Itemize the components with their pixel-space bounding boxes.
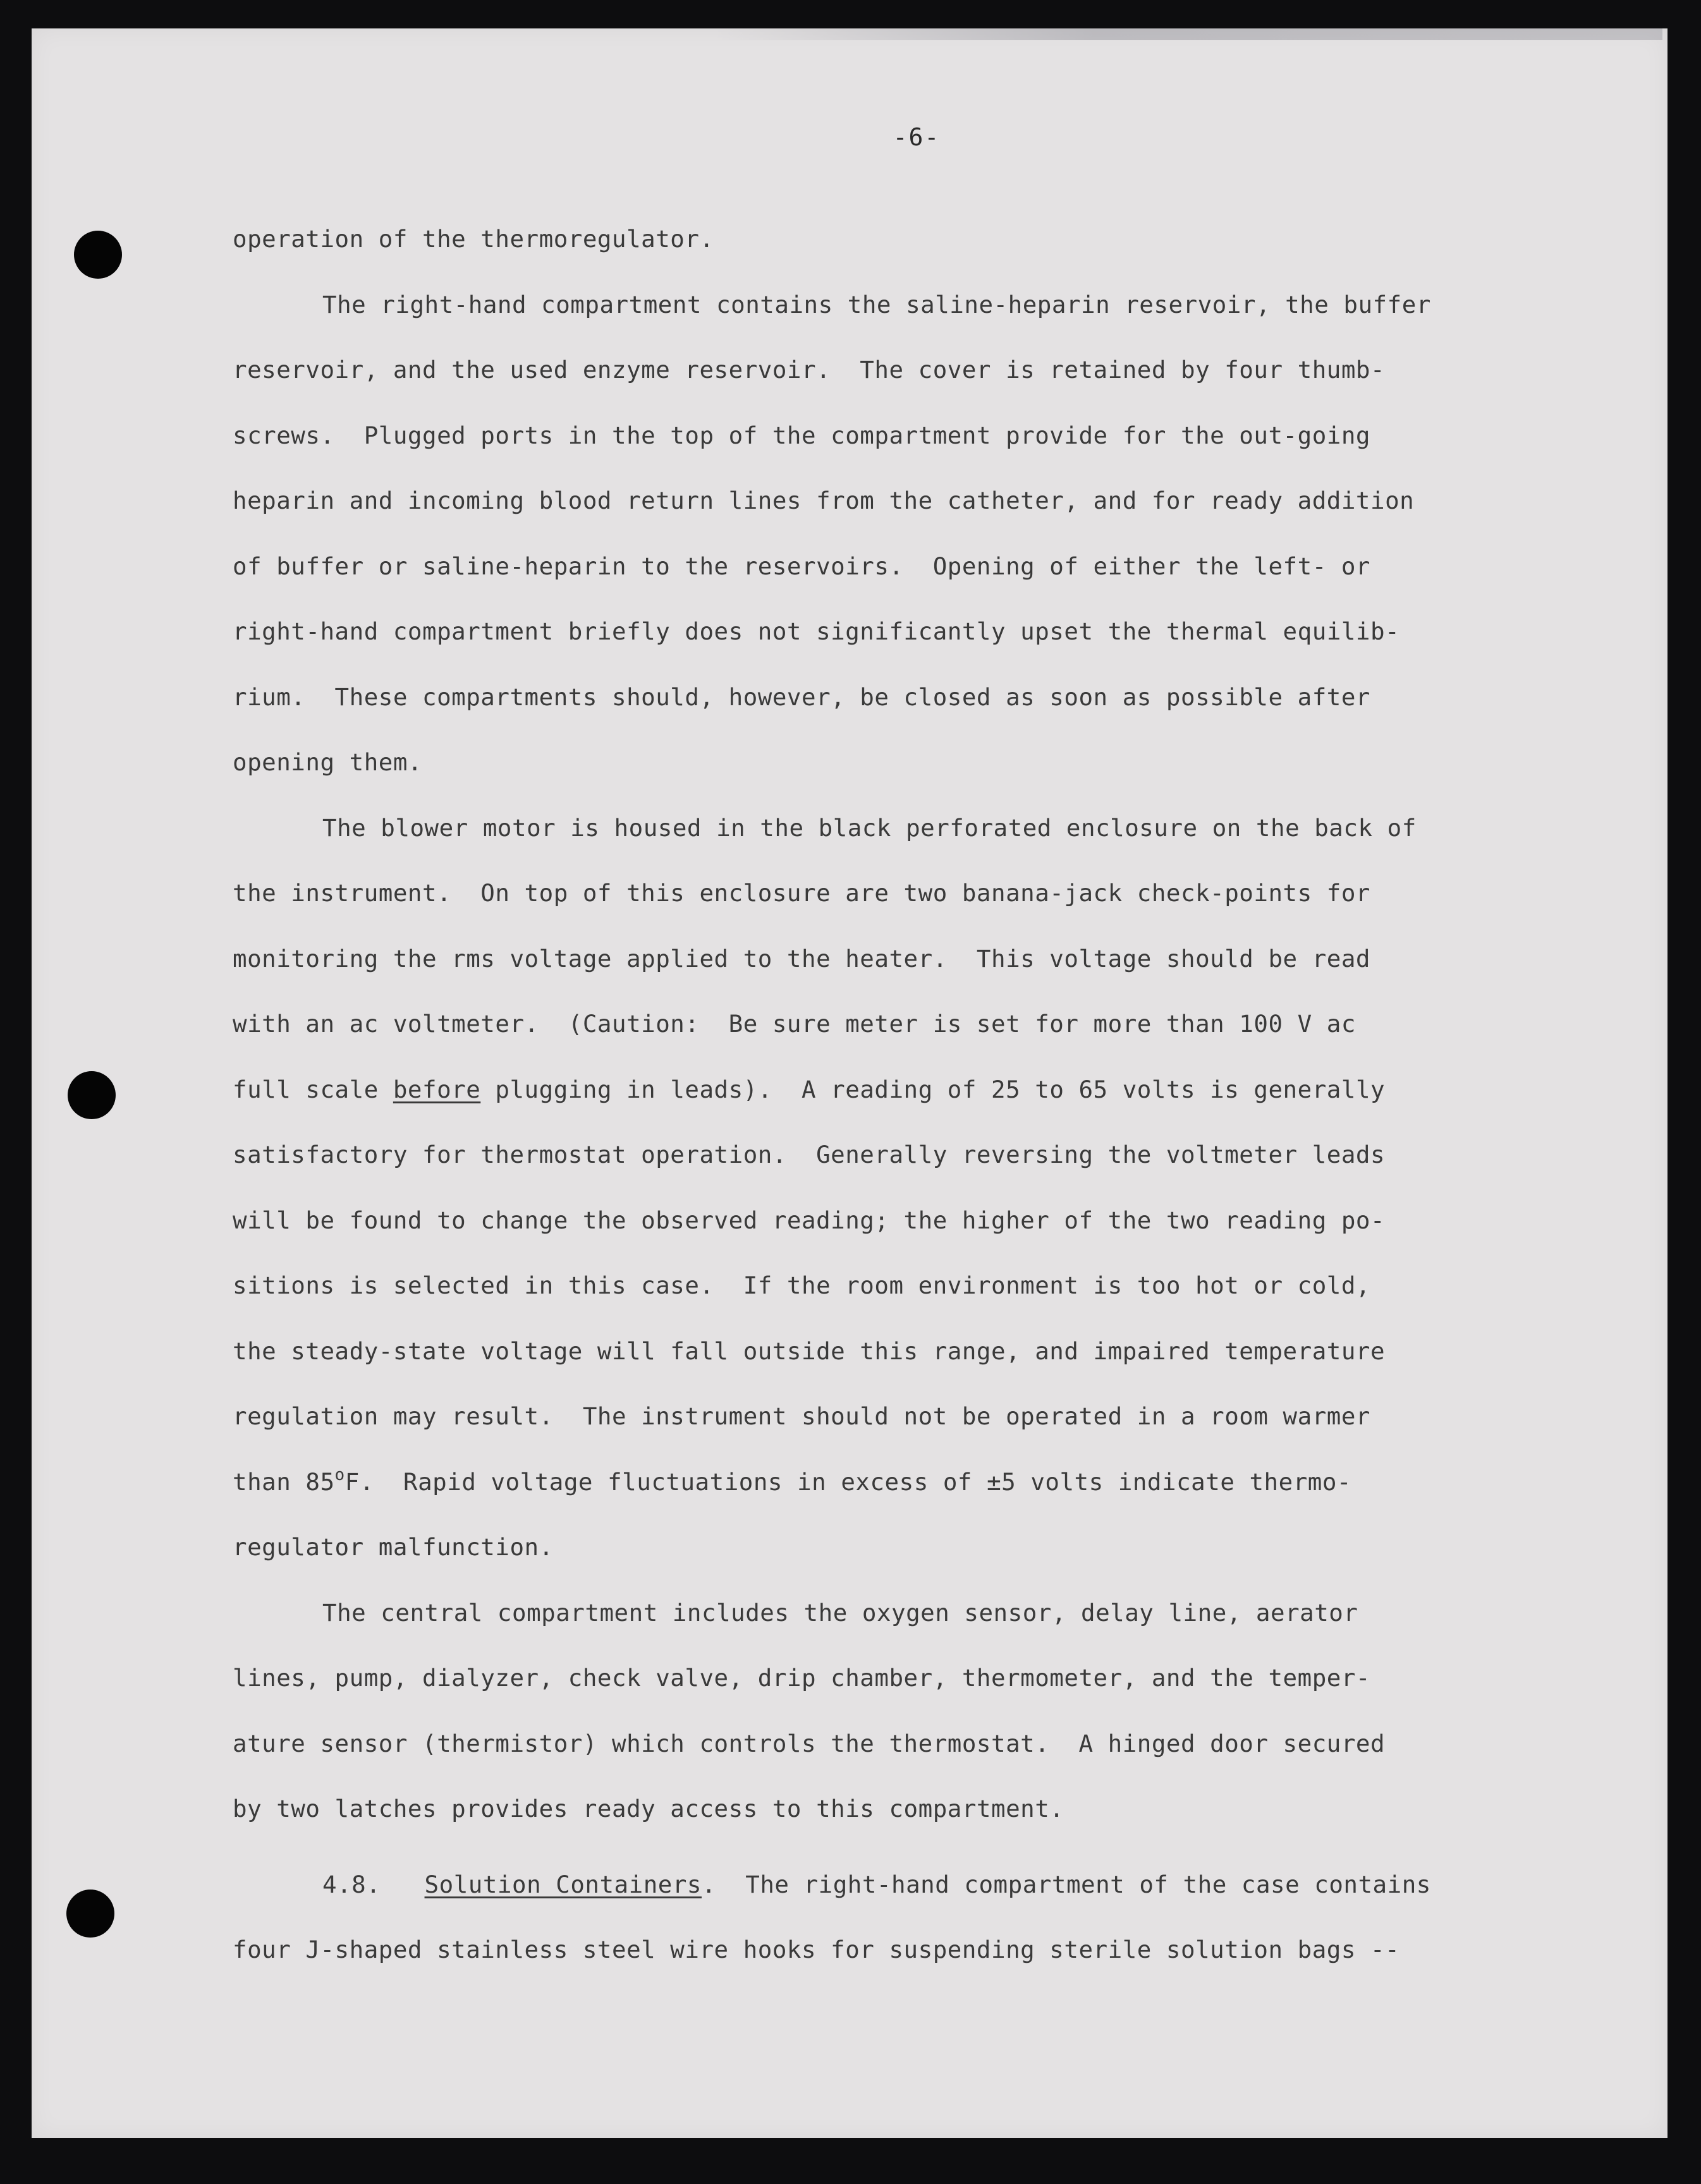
text-line: screws. Plugged ports in the top of the compartment provide for the out-going xyxy=(233,421,1370,449)
section-title: Solution Containers xyxy=(424,1870,702,1898)
text-line: regulation may result. The instrument should not be operated in a room warmer xyxy=(233,1402,1370,1430)
text-span: than 85 xyxy=(233,1467,335,1496)
section-number: 4.8. xyxy=(322,1870,381,1898)
text-line: regulator malfunction. xyxy=(233,1533,554,1561)
text-line: reservoir, and the used enzyme reservoir. The cover is retained by four thumb- xyxy=(233,356,1386,384)
section-gap xyxy=(233,1842,1579,1852)
text-line: opening them. xyxy=(233,748,422,776)
text-line: right-hand compartment briefly does not significantly upset the thermal equilib- xyxy=(233,617,1400,645)
text-line: the instrument. On top of this enclosure are two banana-jack check-points for xyxy=(233,879,1370,907)
text-line: will be found to change the observed reading; the higher of the two reading po- xyxy=(233,1206,1386,1234)
text-line: heparin and incoming blood return lines from the catheter, and for ready addition xyxy=(233,487,1415,514)
section-heading-line xyxy=(233,1852,1579,1918)
text-line: The central compartment includes the oxygen sensor, delay line, aerator xyxy=(322,1598,1358,1627)
body-text xyxy=(233,207,1579,1983)
text-line: The right-hand compartment contains the saline-heparin reservoir, the buffer xyxy=(322,290,1431,318)
degree-superscript: o xyxy=(334,1465,345,1484)
text-line xyxy=(233,1057,1579,1123)
punch-hole-middle xyxy=(68,1071,116,1119)
text-line: satisfactory for thermostat operation. Generally reversing the voltmeter leads xyxy=(233,1141,1386,1168)
text-span: full scale xyxy=(233,1075,393,1103)
text-line: sitions is selected in this case. If the room environment is too hot or cold, xyxy=(233,1271,1370,1299)
text-span: . The right-hand compartment of the case contains xyxy=(702,1870,1431,1898)
text-line: the steady-state voltage will fall outside this range, and impaired temperature xyxy=(233,1337,1386,1365)
text-line: lines, pump, dialyzer, check valve, drip chamber, thermometer, and the temper- xyxy=(233,1664,1370,1692)
text-line: The blower motor is housed in the black perforated enclosure on the back of xyxy=(322,813,1417,842)
text-span: plugging in leads). A reading of 25 to 65 volts is generally xyxy=(480,1075,1386,1103)
punch-hole-bottom xyxy=(66,1890,114,1938)
scan-smudge xyxy=(714,28,1662,40)
section-spacer xyxy=(381,1871,424,1898)
document-page xyxy=(32,28,1667,2138)
emphasis-underline: before xyxy=(393,1075,481,1103)
punch-hole-top xyxy=(74,231,122,279)
text-line: with an ac voltmeter. (Caution: Be sure meter is set for more than 100 V ac xyxy=(233,1010,1356,1038)
page-number: -6- xyxy=(893,123,941,151)
text-line: ature sensor (thermistor) which controls the thermostat. A hinged door secured xyxy=(233,1729,1386,1757)
text-line xyxy=(233,1450,1579,1515)
text-line: four J-shaped stainless steel wire hooks for suspending sterile solution bags -- xyxy=(233,1936,1400,1963)
text-line: by two latches provides ready access to this compartment. xyxy=(233,1795,1064,1823)
text-span: F. Rapid voltage fluctuations in excess of ±5 volts indicate thermo- xyxy=(344,1467,1352,1496)
text-line: monitoring the rms voltage applied to the heater. This voltage should be read xyxy=(233,944,1370,973)
text-line: of buffer or saline-heparin to the reservoirs. Opening of either the left- or xyxy=(233,552,1370,580)
text-line: operation of the thermoregulator. xyxy=(233,225,714,253)
text-line: rium. These compartments should, however, be closed as soon as possible after xyxy=(233,682,1370,711)
